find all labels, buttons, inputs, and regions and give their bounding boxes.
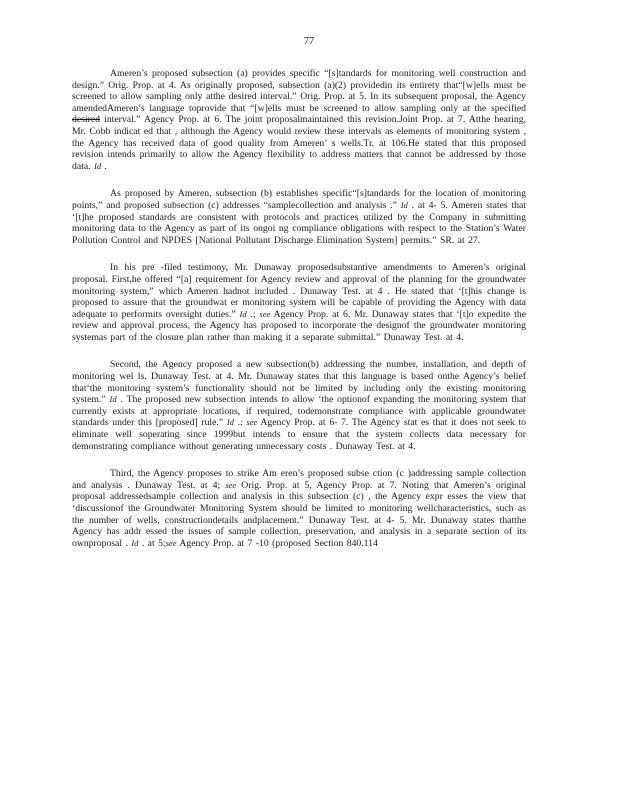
text-run: In his pre -filed testimony, Mr. Dunaway proposedsubstantive amendments to Ameren’s original proposal. First,he offered “[a] requirement for Agency review and approval of the planning for the groundwater monitoring system,” which Ameren hadnot included . Dunaway Test. at 4 . He stated that ‘[t]his change is proposed to assure that the groundwat er monitoring system will be capable of providing the Agency with data adequate to performits oversight duties.” bbox=[72, 262, 526, 320]
text-run: Agency Prop. at 6- 7. The Agency stat es that it does not seek to eliminate well soperating since 1999but intends to ensure that the system collects data necessary for demonstrating compliance without generating unnecessary costs . Dunaway Test. at 4. bbox=[72, 417, 526, 452]
citation-italic: see bbox=[165, 537, 177, 548]
text-run: Agency Prop. at 6. Mr. Dunaway states that ‘[t]o expedite the review and approval process, the Agency has proposed to incorporate the designof the groundwater monitoring systemas part of the closure plan rather than making it a separate submittal.” Dunaway Test. at 4. bbox=[72, 308, 526, 343]
paragraph bbox=[72, 359, 526, 452]
text-run: Third, the Agency proposes to strike Am eren’s proposed subse ction (c )addressing sample collection and analysis . Dunaway Test. at 4; bbox=[72, 468, 526, 491]
paragraph bbox=[72, 68, 526, 172]
text-run: . bbox=[101, 160, 107, 172]
text-run: .; bbox=[233, 417, 247, 429]
citation-italic: see bbox=[246, 417, 258, 428]
text-run: . at 5; bbox=[138, 537, 166, 549]
citation-italic: Id bbox=[131, 537, 139, 548]
citation-italic: Id bbox=[226, 417, 234, 428]
text-run: Ameren’s proposed subsection (a) provides specific “[s]tandards for monitoring well construction and design.” Orig. Prop. at 4. As originally proposed, subsection (a)(2) providedin its entirety that“[w]ells must be screened to allow sampling only atthe desired interval.” Orig. Prop. at 5. In its subsequent proposal, the Agency amendedAmeren’s language toprovide that “[w]ells must be screened to allow sampling only at the specified bbox=[72, 68, 526, 114]
paragraph bbox=[72, 188, 526, 246]
citation-italic: Id bbox=[239, 308, 247, 319]
text-run: interval.” Agency Prop. at 6. The joint proposalmaintained this revision.Joint Prop. at 7. Atthe hearing, Mr. Cobb indicat ed that , although the Agency would review these intervals as elements of monitoring system , the Agency has received data of good quality from Ameren’ s wells.Tr. at 106.He stated that this proposed revision intends primarily to allow the Agency flexibility to address matters that cannot be addressed by those data. bbox=[72, 114, 526, 172]
citation-italic: Id bbox=[109, 394, 117, 405]
paragraph bbox=[72, 262, 526, 343]
citation-italic: Id bbox=[400, 199, 408, 210]
citation-italic: Id bbox=[93, 160, 102, 171]
struck-text: desired bbox=[72, 114, 100, 126]
text-run: Agency Prop. at 7 -10 (proposed Section 840.114 bbox=[176, 537, 378, 549]
text-run: Second, the Agency proposed a new subsection(b) addressing the number, installation, and depth of monitoring wel ls. Dunaway Test. at 4. Mr. Dunaway states that this language is based onthe Agency’s belief that‘the monitoring system’s functionality should not be limited by including only the existing monitoring system.” bbox=[72, 359, 526, 406]
paragraph bbox=[72, 468, 526, 549]
text-run: As proposed by Ameren, subsection (b) establishes specific“[s]tandards for the location of monitoring points,” and proposed subsection (c) addresses “samplecollection and analysis .” bbox=[72, 188, 526, 211]
text-run: .; bbox=[246, 308, 260, 320]
text-run: . The proposed new subsection intends to allow ‘the optionof expanding the monitoring system that currently exists at appropriate locations, if required, todemonstrate compliance with applicable groundwater standards under this [proposed] rule.” bbox=[72, 394, 526, 429]
text-run: . at 4- 5. Ameren states that ‘[t]he proposed standards are consistent with protocols and practices utilized by the Company in submitting monitoring data to the Agency as part of its ongoi ng compliance obligations with respect to the Station’s Water Pollution Control and NPDES [National Pollutant Discharge Elimination System] permits.” SR. at 27. bbox=[72, 199, 526, 246]
text-run: Orig. Prop. at 5, Agency Prop. at 7. Noting that Ameren’s original proposal addressedsample collection and analysis in this subsection (c) , the Agency expr esses the view that ‘discussionof the Groundwater Monitoring System should be limited to monitoring wellcharacteristics, such as the number of wells, constructiondetails andplacement.” Dunaway Test. at 4- 5. Mr. Dunaway states thatthe Agency has addr essed the issues of sample collection, preservation, and analysis in a separate section of its ownproposal . bbox=[72, 479, 526, 549]
citation-italic: see bbox=[225, 479, 237, 490]
citation-italic: see bbox=[259, 308, 271, 319]
document-body bbox=[72, 68, 526, 565]
page-number: 77 bbox=[303, 36, 315, 47]
